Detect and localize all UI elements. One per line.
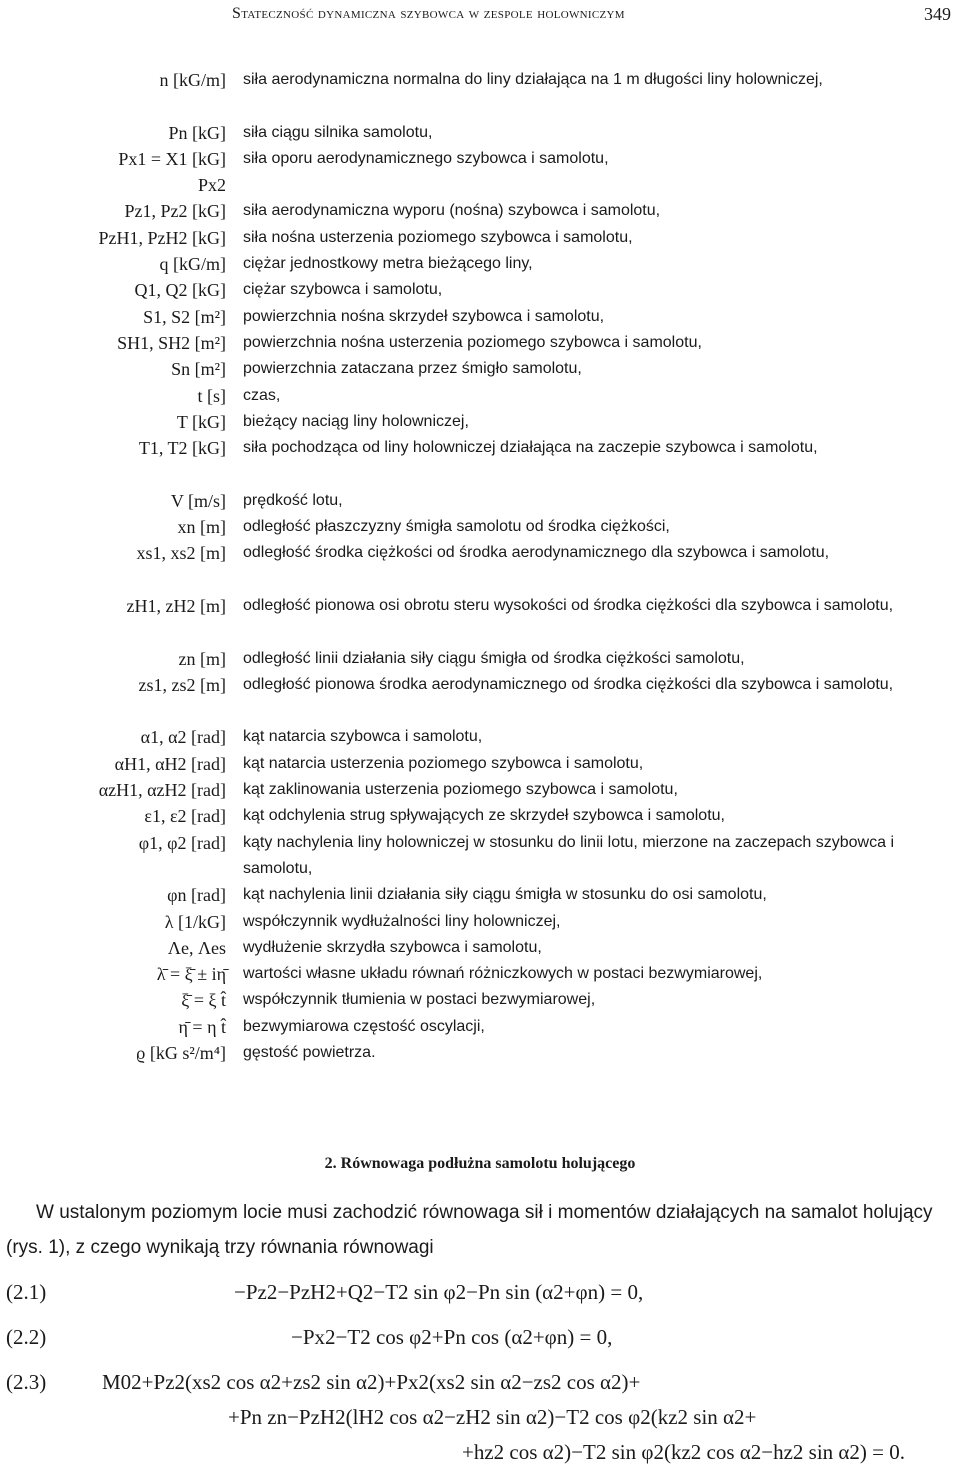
nomenclature-row bbox=[0, 909, 960, 935]
definition: gęstość powietrza. bbox=[243, 1043, 376, 1061]
nomenclature-row bbox=[0, 120, 960, 146]
definition: siła ciągu silnika samolotu, bbox=[243, 123, 433, 141]
definition: ciężar jednostkowy metra bieżącego liny, bbox=[243, 255, 533, 273]
definition: bezwymiarowa częstość oscylacji, bbox=[243, 1017, 485, 1035]
equation-2-3 bbox=[6, 1370, 956, 1406]
nomenclature-row bbox=[0, 751, 960, 777]
running-title: Stateczność dynamiczna szybowca w zespole holowniczym bbox=[232, 5, 625, 22]
equation-tag: (2.1) bbox=[6, 1280, 47, 1304]
definition: powierzchnia nośna skrzydeł szybowca i samolotu, bbox=[243, 307, 605, 325]
definition: odległość pionowa środka aerodynamicznego od środka ciężkości dla szybowca i samolotu, bbox=[243, 675, 894, 693]
definition: odległość pionowa osi obrotu steru wysokości od środka ciężkości dla szybowca i samolotu, bbox=[243, 596, 894, 614]
definition: prędkość lotu, bbox=[243, 491, 343, 509]
definition: współczynnik tłumienia w postaci bezwymiarowej, bbox=[243, 991, 596, 1009]
body-paragraph: W ustalonym poziomym locie musi zachodzić równowaga sił i momentów działających na samalot holujący (rys. 1), z czego wynikają trzy równania równowagi bbox=[6, 1202, 933, 1258]
symbol: ϱ [kG s²/m⁴] bbox=[136, 1042, 226, 1063]
nomenclature-row bbox=[0, 777, 960, 803]
definition: wydłużenie skrzydła szybowca i samolotu, bbox=[243, 938, 542, 956]
nomenclature-row bbox=[0, 277, 960, 303]
nomenclature-row bbox=[0, 514, 960, 540]
definition: siła aerodynamiczna wyporu (nośna) szybowca i samolotu, bbox=[243, 202, 661, 220]
definition: kąt natarcia usterzenia poziomego szybowca i samolotu, bbox=[243, 754, 644, 772]
symbol: PzH1, PzH2 [kG] bbox=[98, 227, 226, 248]
definition: kąt zaklinowania usterzenia poziomego szybowca i samolotu, bbox=[243, 781, 678, 799]
nomenclature-row bbox=[0, 330, 960, 356]
symbol: Px2 bbox=[197, 175, 226, 196]
equation-line: −Pz2−PzH2+Q2−T2 sin φ2−Pn sin (α2+φn) = 0, bbox=[234, 1280, 644, 1304]
symbol: n [kG/m] bbox=[159, 70, 226, 90]
nomenclature-row bbox=[0, 803, 960, 829]
nomenclature-list bbox=[0, 67, 960, 1066]
definition: współczynnik wydłużalności liny holowniczej, bbox=[243, 912, 561, 930]
equation-line: M02+Pz2(xs2 cos α2+zs2 sin α2)+Px2(xs2 sin α2−zs2 cos α2)+ bbox=[102, 1370, 641, 1394]
symbol: Px1 = X1 [kG] bbox=[118, 148, 226, 169]
symbol: V [m/s] bbox=[170, 490, 226, 511]
definition: powierzchnia zataczana przez śmigło samolotu, bbox=[243, 360, 582, 378]
symbol: φ1, φ2 [rad] bbox=[138, 832, 226, 853]
equation-tag: (2.2) bbox=[6, 1325, 47, 1349]
nomenclature-row bbox=[0, 1040, 960, 1066]
symbol: αH1, αH2 [rad] bbox=[114, 753, 226, 774]
definition: wartości własne układu równań różniczkowych w postaci bezwymiarowej, bbox=[243, 965, 763, 983]
definition: siła aerodynamiczna normalna do liny działająca na 1 m długości liny holowniczej, bbox=[243, 71, 823, 88]
equation-2-2 bbox=[6, 1325, 956, 1361]
nomenclature-row bbox=[0, 304, 960, 330]
symbol: S1, S2 [m²] bbox=[143, 306, 226, 327]
symbol: T [kG] bbox=[176, 411, 226, 432]
definition: ciężar szybowca i samolotu, bbox=[243, 281, 443, 299]
nomenclature-row bbox=[0, 540, 960, 593]
nomenclature-row bbox=[0, 251, 960, 277]
symbol: Λe, Λes bbox=[167, 937, 226, 958]
nomenclature-row bbox=[0, 830, 960, 883]
nomenclature-row bbox=[0, 356, 960, 382]
nomenclature-row bbox=[0, 488, 960, 514]
nomenclature-row bbox=[0, 882, 960, 908]
nomenclature-row bbox=[0, 961, 960, 987]
symbol: λ [1/kG] bbox=[164, 911, 226, 932]
equation-line: −Px2−T2 cos φ2+Pn cos (α2+φn) = 0, bbox=[291, 1325, 613, 1349]
equation-2-3-cont-1 bbox=[6, 1405, 956, 1441]
equation-line: +Pn zn−PzH2(lH2 cos α2−zH2 sin α2)−T2 cos φ2(kz2 sin α2+ bbox=[228, 1405, 757, 1429]
nomenclature-row bbox=[0, 409, 960, 435]
definition: odległość płaszczyzny śmigła samolotu od środka ciężkości, bbox=[243, 518, 670, 536]
nomenclature-row bbox=[0, 198, 960, 224]
symbol: Pz1, Pz2 [kG] bbox=[124, 201, 226, 222]
symbol: ε1, ε2 [rad] bbox=[144, 806, 226, 827]
definition: siła pochodząca od liny holowniczej działająca na zaczepie szybowca i samolotu, bbox=[243, 439, 818, 457]
nomenclature-row bbox=[0, 67, 960, 120]
symbol: Q1, Q2 [kG] bbox=[134, 280, 226, 301]
equation-line: +hz2 cos α2)−T2 sin φ2(kz2 cos α2−hz2 sin α2) = 0. bbox=[462, 1440, 906, 1464]
symbol: zH1, zH2 [m] bbox=[126, 595, 226, 616]
definition bbox=[243, 172, 943, 198]
definition: bieżący naciąg liny holowniczej, bbox=[243, 412, 469, 430]
definition: odległość środka ciężkości od środka aerodynamicznego dla szybowca i samolotu, bbox=[243, 544, 830, 562]
symbol: zs1, zs2 [m] bbox=[138, 674, 226, 695]
definition: powierzchnia nośna usterzenia poziomego szybowca i samolotu, bbox=[243, 333, 702, 351]
nomenclature-row bbox=[0, 724, 960, 750]
symbol: α1, α2 [rad] bbox=[140, 727, 226, 748]
nomenclature-row bbox=[0, 435, 960, 488]
symbol: αzH1, αzH2 [rad] bbox=[98, 780, 226, 801]
symbol: Pn [kG] bbox=[168, 122, 226, 143]
nomenclature-row bbox=[0, 987, 960, 1013]
nomenclature-row bbox=[0, 593, 960, 646]
nomenclature-row bbox=[0, 383, 960, 409]
definition: odległość linii działania siły ciągu śmigła od środka ciężkości samolotu, bbox=[243, 649, 745, 667]
symbol: ξ̄ = ξ t̂ bbox=[181, 990, 226, 1011]
definition: kąty nachylenia liny holowniczej w stosunku do linii lotu, mierzone na zaczepach szybowca i samolotu, bbox=[243, 833, 894, 877]
nomenclature-row bbox=[0, 1014, 960, 1040]
symbol: Sn [m²] bbox=[171, 359, 226, 380]
nomenclature-row bbox=[0, 672, 960, 725]
definition: siła nośna usterzenia poziomego szybowca i samolotu, bbox=[243, 228, 633, 246]
nomenclature-row bbox=[0, 225, 960, 251]
equation-2-1 bbox=[6, 1280, 956, 1316]
symbol: λ̄ = ξ̄ ± iη̄ bbox=[156, 964, 226, 985]
symbol: xn [m] bbox=[177, 517, 226, 538]
equation-tag: (2.3) bbox=[6, 1370, 47, 1394]
definition: czas, bbox=[243, 386, 281, 404]
section-title: 2. Równowaga podłużna samolotu holującego bbox=[324, 1155, 636, 1172]
page-header bbox=[0, 0, 960, 32]
nomenclature-row bbox=[0, 146, 960, 172]
nomenclature-row bbox=[0, 646, 960, 672]
equation-2-3-cont-2 bbox=[6, 1440, 956, 1476]
nomenclature-row bbox=[0, 935, 960, 961]
symbol: zn [m] bbox=[178, 648, 226, 669]
page-number: 349 bbox=[924, 4, 951, 24]
definition: kąt natarcia szybowca i samolotu, bbox=[243, 728, 483, 746]
nomenclature-row bbox=[0, 172, 960, 198]
symbol: t [s] bbox=[197, 385, 226, 406]
definition: kąt odchylenia strug spływających ze skrzydeł szybowca i samolotu, bbox=[243, 807, 725, 825]
definition: siła oporu aerodynamicznego szybowca i samolotu, bbox=[243, 149, 609, 167]
symbol: T1, T2 [kG] bbox=[138, 438, 226, 459]
symbol: η̄ = η t̂ bbox=[178, 1016, 226, 1037]
symbol: φn [rad] bbox=[167, 885, 226, 906]
symbol: SH1, SH2 [m²] bbox=[117, 332, 226, 353]
definition: kąt nachylenia linii działania siły ciągu śmigła w stosunku do osi samolotu, bbox=[243, 886, 767, 904]
symbol: xs1, xs2 [m] bbox=[136, 543, 226, 564]
symbol: q [kG/m] bbox=[159, 254, 226, 275]
